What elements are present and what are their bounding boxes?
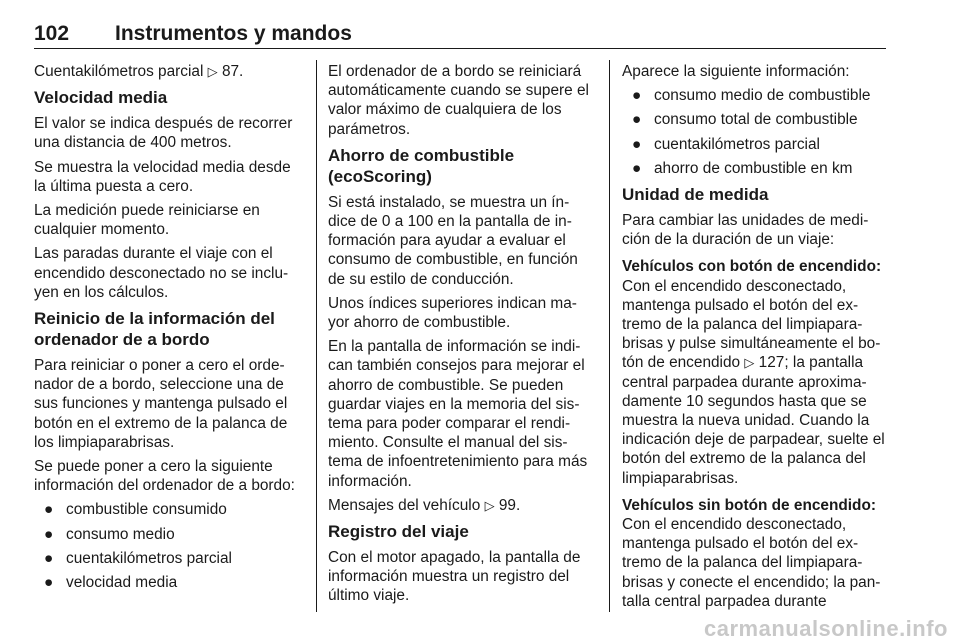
page-reference[interactable]: 87. bbox=[221, 63, 244, 80]
list-item: ● velocidad media bbox=[44, 574, 178, 592]
chapter-title: Instrumentos y mandos bbox=[115, 22, 352, 45]
watermark: carmanualsonline.info bbox=[704, 616, 948, 641]
paragraph: Si está instalado, se muestra un ín‑ dice de 0 a 100 en la pantalla de in‑ formación para ayudar a evaluar el consumo de combustible, en función de su estilo de conducción. bbox=[328, 193, 578, 288]
text: Con el encendido desconectado, mantenga pulsado el botón del ex‑ tremo de la palanca del limpiapara‑ brisas y pulse simultáneamente el bo‑ tón de encendido bbox=[622, 277, 881, 372]
paragraph: En la pantalla de información se indi‑ can también consejos para mejorar el ahorro de combustible. Se pueden guardar viajes en la memoria del sis‑ tema para poder comparar el rendi‑ miento. Consulte el manual del sis‑ tema de infoentretenimiento para más información. bbox=[328, 338, 588, 490]
list-item: ● consumo medio de combustible bbox=[632, 87, 871, 105]
section-heading: Reinicio de la información del ordenador de a bordo bbox=[34, 309, 275, 350]
list-item: ● ahorro de combustible en km bbox=[632, 159, 853, 177]
arrow-right-icon: ▷ bbox=[744, 355, 755, 371]
list-item: ● consumo total de combustible bbox=[632, 111, 858, 129]
bullet-icon: ● bbox=[44, 501, 54, 519]
bullet-icon: ● bbox=[44, 525, 54, 543]
text: Cuentakilómetros parcial bbox=[34, 63, 204, 80]
text: Mensajes del vehículo bbox=[328, 496, 481, 514]
paragraph bbox=[34, 62, 302, 81]
section-heading: Unidad de medida bbox=[622, 185, 769, 205]
column-divider bbox=[609, 60, 610, 612]
paragraph: Se puede poner a cero la siguiente información del ordenador de a bordo: bbox=[34, 458, 295, 495]
list-item: ● consumo medio bbox=[44, 525, 175, 543]
list-item: ● cuentakilómetros parcial bbox=[44, 549, 232, 567]
paragraph: Las paradas durante el viaje con el encendido desconectado no se inclu‑ yen en los cálculos. bbox=[34, 245, 289, 301]
paragraph bbox=[622, 277, 890, 488]
column-1 bbox=[34, 62, 302, 597]
paragraph: Con el motor apagado, la pantalla de información muestra un registro del último viaje. bbox=[328, 549, 581, 605]
section-heading: Registro del viaje bbox=[328, 522, 469, 542]
bullet-list bbox=[622, 86, 890, 178]
column-3 bbox=[622, 62, 890, 616]
paragraph: Con el encendido desconectado, mantenga pulsado el botón del ex‑ tremo de la palanca del limpiapara‑ brisas y conecte el encendido; la pan‑ talla central parpadea durante bbox=[622, 516, 881, 610]
bullet-icon: ● bbox=[632, 111, 642, 129]
page-reference[interactable]: 127 bbox=[758, 354, 785, 372]
paragraph: El ordenador de a bordo se reiniciará automáticamente cuando se supere el valor máximo de cualquiera de los parámetros. bbox=[328, 63, 589, 138]
section-heading: Ahorro de combustible (ecoScoring) bbox=[328, 145, 515, 186]
bullet-list bbox=[34, 500, 302, 592]
text: ; la pantalla central parpadea durante aproxima‑ damente 10 segundos hasta que se muestra la nueva unidad. Cuando la indicación deje de parpadear, suelte el botón del extremo de la palanca del limpiaparabrisas. bbox=[622, 354, 885, 487]
paragraph: Para cambiar las unidades de medi‑ ción de la duración de un viaje: bbox=[622, 212, 869, 249]
column-2 bbox=[328, 62, 596, 611]
list-item: ● cuentakilómetros parcial bbox=[632, 135, 820, 153]
bullet-icon: ● bbox=[632, 87, 642, 105]
subheading: Vehículos sin botón de encendido: bbox=[622, 496, 876, 514]
page-number: 102 bbox=[34, 22, 70, 45]
paragraph: Para reiniciar o poner a cero el orde‑ nador de a bordo, seleccione una de sus funciones y mantenga pulsado el botón en el extremo de la palanca de los limpiaparabrisas. bbox=[34, 357, 288, 451]
bullet-icon: ● bbox=[632, 135, 642, 153]
column-divider bbox=[316, 60, 317, 612]
paragraph: Aparece la siguiente información: bbox=[622, 63, 850, 80]
bullet-icon: ● bbox=[44, 549, 54, 567]
section-heading: Velocidad media bbox=[34, 88, 168, 108]
header-rule bbox=[34, 48, 886, 49]
arrow-right-icon: ▷ bbox=[484, 497, 495, 513]
arrow-right-icon: ▷ bbox=[207, 64, 218, 79]
bullet-icon: ● bbox=[632, 159, 642, 177]
list-item: ● combustible consumido bbox=[44, 501, 227, 519]
subheading: Vehículos con botón de encendido: bbox=[622, 258, 882, 276]
bullet-icon: ● bbox=[44, 574, 54, 592]
paragraph: Se muestra la velocidad media desde la última puesta a cero. bbox=[34, 158, 291, 195]
paragraph: La medición puede reiniciarse en cualquier momento. bbox=[34, 202, 260, 239]
paragraph bbox=[328, 496, 596, 515]
paragraph: El valor se indica después de recorrer una distancia de 400 metros. bbox=[34, 115, 293, 152]
paragraph: Unos índices superiores indican ma‑ yor ahorro de combustible. bbox=[328, 294, 577, 332]
page-reference[interactable]: 99. bbox=[498, 496, 521, 514]
